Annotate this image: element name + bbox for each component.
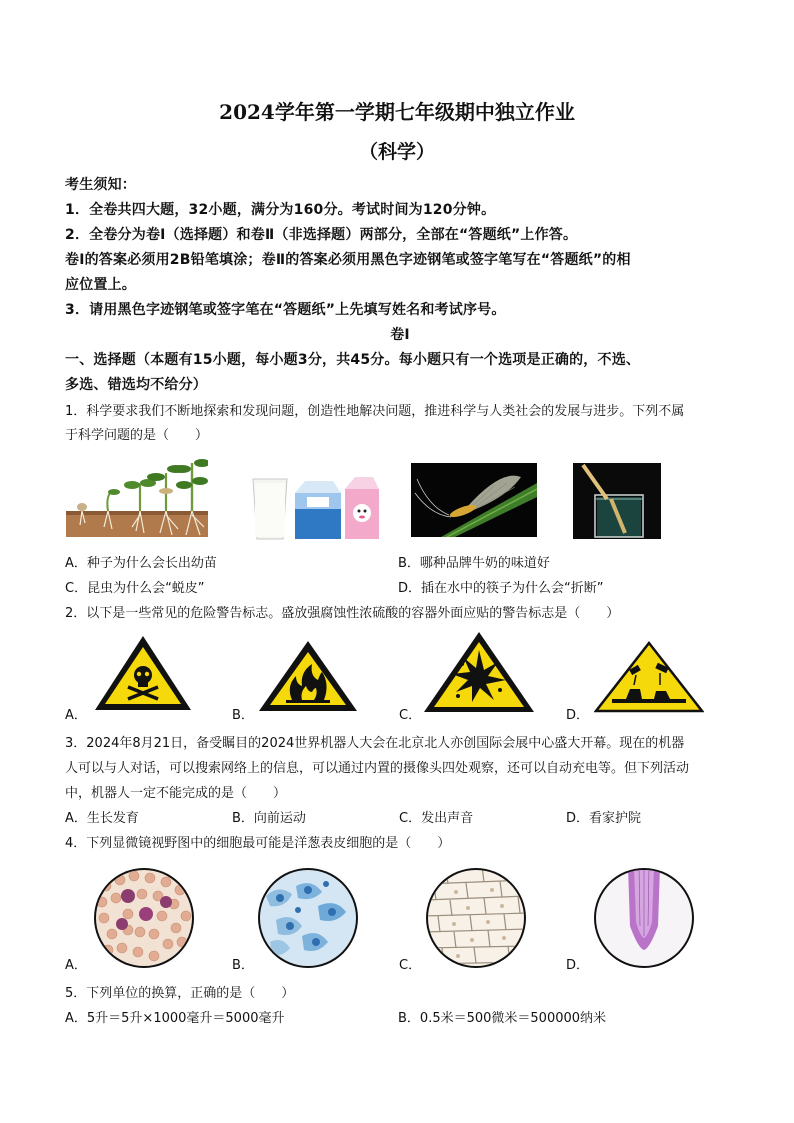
seedling-growth-image <box>66 455 208 537</box>
q3-option-a: A．生长发育 <box>65 811 139 826</box>
q2-label-d: D． <box>566 708 590 723</box>
explosive-icon <box>422 630 536 714</box>
q1-option-b: B．哪种品牌牛奶的味道好 <box>398 556 550 571</box>
volume-label: 卷Ⅰ <box>390 327 410 343</box>
q4-label-d: D． <box>566 958 590 973</box>
q3-stem-line-1: 3．2024年8月21日，备受瞩目的2024世界机器人大会在北京北人亦创国际会展中心盛大开幕。现在的机器 <box>65 736 685 751</box>
q1-option-d: D．插在水中的筷子为什么会“折断” <box>398 581 604 596</box>
q1-option-c: C．昆虫为什么会“蜕皮” <box>65 581 205 596</box>
q1-stem-line-2: 于科学问题的是（ ） <box>65 428 209 443</box>
page-title: 2024学年第一学期七年级期中独立作业 <box>219 100 575 124</box>
notice-line-3: 卷Ⅰ的答案必须用2B铅笔填涂；卷Ⅱ的答案必须用黑色字迹钢笔或签字笔写在“答题纸”的相 <box>65 252 631 268</box>
mayfly-insect-image <box>411 463 537 537</box>
q4-label-a: A． <box>65 958 87 973</box>
q3-option-c: C．发出声音 <box>399 811 474 826</box>
q3-stem-line-2: 人可以与人对话，可以搜索网络上的信息，可以通过内置的摄像头四处观察，还可以自动充电等。但下列活动 <box>65 761 690 776</box>
corrosive-icon <box>594 641 704 713</box>
q3-option-d: D．看家护院 <box>566 811 642 826</box>
onion-epidermis-image <box>424 866 528 970</box>
section-heading-line-1: 一、选择题（本题有15小题，每小题3分，共45分。每小题只有一个选项是正确的，不选、 <box>65 352 641 368</box>
q2-stem: 2．以下是一些常见的危险警告标志。盛放强腐蚀性浓硫酸的容器外面应贴的警告标志是（ ） <box>65 606 620 621</box>
q2-label-c: C． <box>399 708 422 723</box>
q2-label-a: A． <box>65 708 87 723</box>
notice-heading: 考生须知： <box>65 177 136 193</box>
q4-label-c: C． <box>399 958 422 973</box>
section-heading-line-2: 多选、错选均不给分） <box>65 377 207 393</box>
notice-line-1: 1．全卷共四大题，32小题，满分为160分。考试时间为120分钟。 <box>65 202 496 218</box>
toxic-icon <box>92 633 194 713</box>
milk-cartons-image <box>249 473 380 541</box>
q4-stem: 4．下列显微镜视野图中的细胞最可能是洋葱表皮细胞的是（ ） <box>65 836 451 851</box>
root-tip-image <box>592 866 696 970</box>
blood-cells-image <box>92 866 196 970</box>
q5-option-b: B．0.5米＝500微米＝500000纳米 <box>398 1011 607 1026</box>
q1-stem-line-1: 1．科学要求我们不断地探索和发现问题，创造性地解决问题，推进科学与人类社会的发展与进步。下列不属 <box>65 404 685 419</box>
q1-option-a: A．种子为什么会长出幼苗 <box>65 556 217 571</box>
q3-stem-line-3: 中，机器人一定不能完成的是（ ） <box>65 786 287 801</box>
page-subtitle: （科学） <box>358 141 435 163</box>
cheek-cells-image <box>256 866 360 970</box>
notice-line-5: 3．请用黑色字迹钢笔或签字笔在“答题纸”上先填写姓名和考试序号。 <box>65 302 506 318</box>
flammable-icon <box>256 638 360 714</box>
q3-option-b: B．向前运动 <box>232 811 306 826</box>
notice-line-2: 2．全卷分为卷Ⅰ（选择题）和卷Ⅱ（非选择题）两部分，全部在“答题纸”上作答。 <box>65 227 578 243</box>
notice-line-4: 应位置上。 <box>65 277 136 293</box>
q4-label-b: B． <box>232 958 254 973</box>
q2-label-b: B． <box>232 708 254 723</box>
q5-option-a: A．5升＝5升×1000毫升＝5000毫升 <box>65 1011 285 1026</box>
chopstick-in-water-image <box>573 463 661 539</box>
q5-stem: 5．下列单位的换算，正确的是（ ） <box>65 986 295 1001</box>
